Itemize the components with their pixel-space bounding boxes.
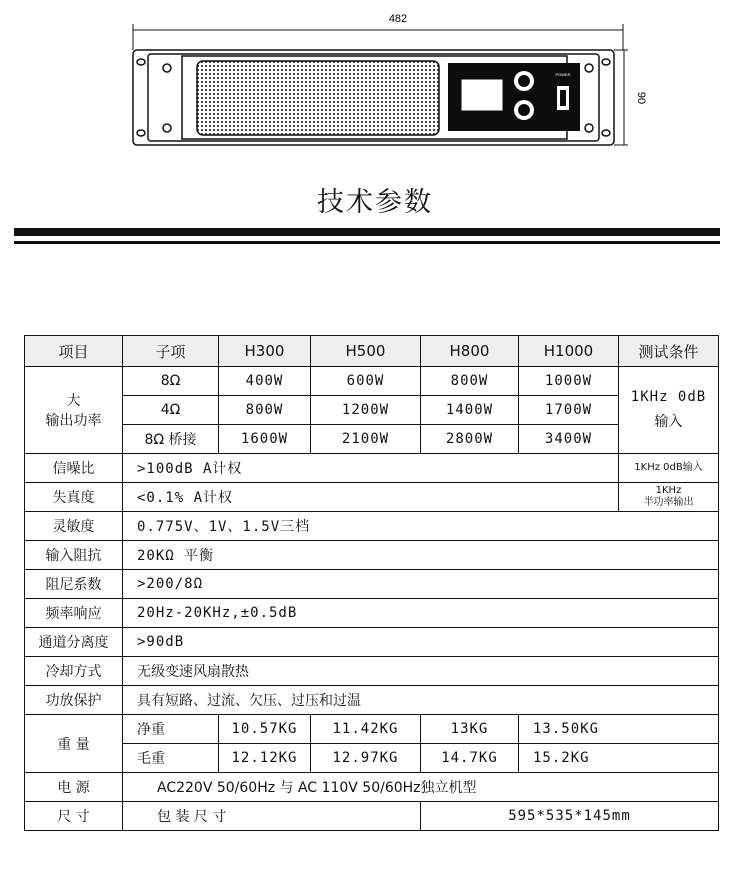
sub-cell: 包 装 尺 寸 bbox=[123, 802, 421, 831]
header-h500: H500 bbox=[311, 336, 421, 367]
header-sub: 子项 bbox=[123, 336, 219, 367]
row-label: 冷却方式 bbox=[25, 657, 123, 686]
header-item: 项目 bbox=[25, 336, 123, 367]
height-dimension bbox=[614, 50, 628, 145]
table-row bbox=[25, 686, 719, 715]
value-cell: 13KG bbox=[421, 715, 519, 744]
height-dimension-label: 90 bbox=[635, 91, 647, 105]
table-row bbox=[25, 512, 719, 541]
width-dimension bbox=[133, 24, 623, 50]
row-value: 无级变速风扇散热 bbox=[123, 657, 719, 686]
sub-cell: 4Ω bbox=[123, 396, 219, 425]
row-value: 具有短路、过流、欠压、过压和过温 bbox=[123, 686, 719, 715]
table-row bbox=[25, 628, 719, 657]
value-cell: 1700W bbox=[519, 396, 619, 425]
width-dimension-label: 482 bbox=[388, 13, 408, 25]
row-label: 频率响应 bbox=[25, 599, 123, 628]
table-row bbox=[25, 715, 719, 744]
value-cell: 400W bbox=[219, 367, 311, 396]
row-value: 0.775V、1V、1.5V三档 bbox=[123, 512, 719, 541]
header-condition: 测试条件 bbox=[619, 336, 719, 367]
table-row bbox=[25, 744, 719, 773]
weight-label: 重 量 bbox=[25, 715, 123, 773]
row-value: >200/8Ω bbox=[123, 570, 719, 599]
row-label: 尺 寸 bbox=[25, 802, 123, 831]
row-condition: 1KHz 半功率输出 bbox=[619, 483, 719, 512]
table-row bbox=[25, 483, 719, 512]
value-cell: 1000W bbox=[519, 367, 619, 396]
title-rule-thin bbox=[14, 241, 720, 244]
row-label: 输入阻抗 bbox=[25, 541, 123, 570]
page-title: 技术参数 bbox=[317, 187, 433, 218]
value-cell: 12.97KG bbox=[311, 744, 421, 773]
sub-cell: 8Ω 桥接 bbox=[123, 425, 219, 454]
row-value: 595*535*145mm bbox=[421, 802, 719, 831]
table-row bbox=[25, 599, 719, 628]
row-label: 通道分离度 bbox=[25, 628, 123, 657]
value-cell: 1600W bbox=[219, 425, 311, 454]
value-cell: 1400W bbox=[421, 396, 519, 425]
row-value: >90dB bbox=[123, 628, 719, 657]
row-value: 20Hz-20KHz,±0.5dB bbox=[123, 599, 719, 628]
row-label: 功放保护 bbox=[25, 686, 123, 715]
output-power-label: 大 输出功率 bbox=[25, 367, 123, 454]
value-cell: 15.2KG bbox=[519, 744, 719, 773]
row-label: 失真度 bbox=[25, 483, 123, 512]
row-value: 20KΩ 平衡 bbox=[123, 541, 719, 570]
amplifier-front-drawing bbox=[0, 0, 750, 160]
table-row bbox=[25, 396, 719, 425]
value-cell: 3400W bbox=[519, 425, 619, 454]
value-cell: 14.7KG bbox=[421, 744, 519, 773]
value-cell: 1200W bbox=[311, 396, 421, 425]
value-cell: 12.12KG bbox=[219, 744, 311, 773]
header-h800: H800 bbox=[421, 336, 519, 367]
value-cell: 11.42KG bbox=[311, 715, 421, 744]
sub-cell: 8Ω bbox=[123, 367, 219, 396]
value-cell: 2800W bbox=[421, 425, 519, 454]
value-cell: 2100W bbox=[311, 425, 421, 454]
sub-cell: 毛重 bbox=[123, 744, 219, 773]
power-label: POWER bbox=[555, 72, 571, 77]
value-cell: 600W bbox=[311, 367, 421, 396]
table-row bbox=[25, 657, 719, 686]
spec-table bbox=[24, 335, 719, 831]
value-cell: 800W bbox=[219, 396, 311, 425]
row-value: <0.1% A计权 bbox=[123, 483, 619, 512]
row-label: 信噪比 bbox=[25, 454, 123, 483]
table-row bbox=[25, 367, 719, 396]
row-label: 灵敏度 bbox=[25, 512, 123, 541]
header-h1000: H1000 bbox=[519, 336, 619, 367]
table-row bbox=[25, 425, 719, 454]
title-rule-thick bbox=[14, 228, 720, 236]
value-cell: 800W bbox=[421, 367, 519, 396]
row-value: AC220V 50/60Hz 与 AC 110V 50/60Hz独立机型 bbox=[123, 773, 719, 802]
row-condition: 1KHz 0dB输入 bbox=[619, 454, 719, 483]
output-power-condition: 1KHz 0dB 输入 bbox=[619, 367, 719, 454]
table-row bbox=[25, 541, 719, 570]
table-row bbox=[25, 570, 719, 599]
header-h300: H300 bbox=[219, 336, 311, 367]
table-header-row bbox=[25, 336, 719, 367]
sub-cell: 净重 bbox=[123, 715, 219, 744]
row-value: >100dB A计权 bbox=[123, 454, 619, 483]
table-row bbox=[25, 773, 719, 802]
table-row bbox=[25, 454, 719, 483]
row-label: 阻尼系数 bbox=[25, 570, 123, 599]
table-row bbox=[25, 802, 719, 831]
display-window bbox=[462, 80, 502, 110]
value-cell: 10.57KG bbox=[219, 715, 311, 744]
row-label: 电 源 bbox=[25, 773, 123, 802]
value-cell: 13.50KG bbox=[519, 715, 719, 744]
vent-grille bbox=[197, 61, 439, 135]
